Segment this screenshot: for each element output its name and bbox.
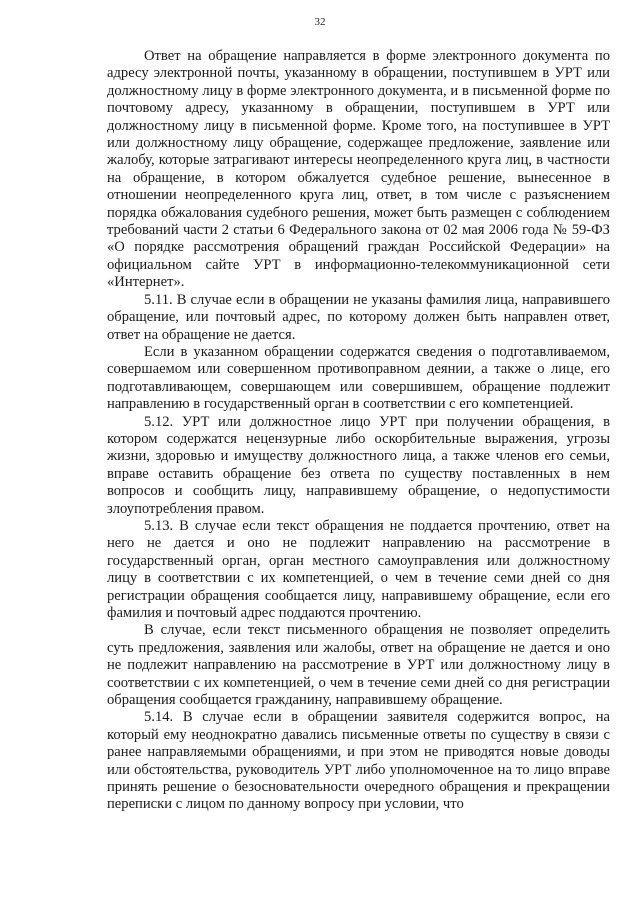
paragraph-response-delivery: Ответ на обращение направляется в форме электронного документа по адресу электронной почты, указанному в обращении, поступившем в УРТ или должностному лицу в форме электронного документа, и в письменной форме по почтовому адресу, указанному в обращении, поступившем в УРТ или должностному лицу в письменной форме. Кроме того, на поступившее в УРТ или должностному лицу обращение, содержащее предложение, заявление или жалобу, которые затрагивают интересы неопределенного круга лиц, в частности на обращение, в котором обжалуется судебное решение, вынесенное в отношении неопределенного круга лиц, ответ, в том числе с разъяснением порядка обжалования судебного решения, может быть размещен с соблюдением требований части 2 статьи 6 Федерального закона от 02 мая 2006 года № 59-ФЗ «О порядке рассмотрения обращений граждан Российской Федерации» на официальном сайте УРТ в информационно-телекоммуникационной сети «Интернет». [107,48,610,291]
paragraph-5-11: 5.11. В случае если в обращении не указаны фамилия лица, направившего обращение, или почтовый адрес, по которому должен быть направлен ответ, ответ на обращение не дается. [107,291,610,343]
paragraph-5-12: 5.12. УРТ или должностное лицо УРТ при получении обращения, в котором содержатся нецензурные либо оскорбительные выражения, угрозы жизни, здоровью и имуществу должностного лица, а также членов его семьи, вправе оставить обращение без ответа по существу поставленных в нем вопросов и сообщить лицу, направившему обращение, о недопустимости злоупотребления правом. [107,413,610,517]
page-number: 32 [314,16,326,28]
document-body [107,48,610,814]
paragraph-unclear-text: В случае, если текст письменного обращения не позволяет определить суть предложения, заявления или жалобы, ответ на обращение не дается и оно не подлежит направлению на рассмотрение в УРТ или должностному лицу в соответствии с их компетенцией, о чем в течение семи дней со дня регистрации обращения сообщается гражданину, направившему обращение. [107,622,610,709]
paragraph-5-13: 5.13. В случае если текст обращения не поддается прочтению, ответ на него не дается и оно не подлежит направлению на рассмотрение в государственный орган, орган местного самоуправления или должностному лицу в соответствии с их компетенцией, о чем в течение семи дней со дня регистрации обращения сообщается лицу, направившему обращение, если его фамилия и почтовый адрес поддаются прочтению. [107,517,610,621]
paragraph-5-14: 5.14. В случае если в обращении заявителя содержится вопрос, на который ему неоднократно давались письменные ответы по существу в связи с ранее направляемыми обращениями, и при этом не приводятся новые доводы или обстоятельства, руководитель УРТ либо уполномоченное на то лицо вправе принять решение о безосновательности очередного обращения и прекращении переписки с лицом по данному вопросу при условии, что [107,709,610,813]
paragraph-unlawful-act: Если в указанном обращении содержатся сведения о подготавливаемом, совершаемом или совершенном противоправном деянии, а также о лице, его подготавливающем, совершающем или совершившем, обращение подлежит направлению в государственный орган в соответствии с его компетенцией. [107,343,610,413]
